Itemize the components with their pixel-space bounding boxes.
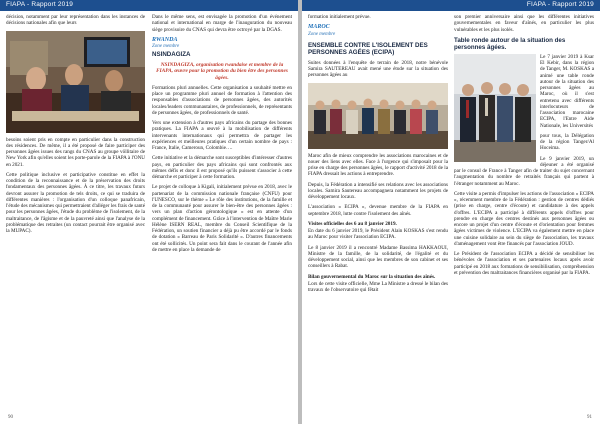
right-page-header: [302, 0, 600, 11]
right-col1-para9: Lors de cette visite officielle, Mme La Ministre a dressé le bilan des travaux de l'observatoire qui fêtait: [308, 280, 448, 293]
left-page-header: [0, 0, 298, 11]
left-col2-para4: Cette initiative et la démarche sont susceptibles d'intéresser d'autres pays, en particulier des pays africains qui sont confrontés aux mêmes défis et donc il est proposé qu'ils puissent s'associer à cette démarche et participer à cette formation.: [152, 155, 292, 181]
round-table-heading: Table ronde autour de la situation des personnes âgées.: [454, 36, 566, 51]
right-col2-para1: son premier anniversaire ainsi que les différentes initiatives gouvernementales en faveur d'aînés, en particulier les plus vulnérables et les plus isolés.: [454, 14, 594, 33]
right-col2-para6: Le Président de l'association ECIPA a décidé de sensibiliser les bénévoles de l'association et ses partenaires locaux après avoir participé en 2018 aux formations de sensibilisation, compréhension et prévention des maltraitances financières organisé par la FIAPA.: [454, 251, 594, 276]
right-col1-para1: formation initialement prévue.: [308, 14, 371, 20]
ecipa-group-photo: [308, 83, 448, 149]
right-col1-para7: Le 8 janvier 2019 il a rencontré Madame Bassima HAKKAOUI, Ministre de la famille, de la solidarité, de l'égalité et du développement social, ainsi que les membres de son cabinet et ses conseillers à Rabat.: [308, 244, 448, 270]
section-rwanda: RWANDA: [152, 36, 178, 43]
ecipa-heading: ENSEMBLE CONTRE L'ISOLEMENT DES PERSONNES AGÉES (ECIPA): [308, 41, 428, 56]
left-column-2: [152, 14, 292, 414]
meeting-photo: [6, 31, 145, 133]
right-col2-para4: Le 9 janvier 2019, un déjeuner a été organisé par le consul de France à Tanger afin de traiter du sujet concernant l'augmentation du nombre de retraités français qui partent à l'étranger notamment au Maroc.: [454, 155, 594, 187]
right-col2-para5: Cette visite a permis d'impulser les actions de l'association « ECIPA », récemment membre de la Fédération : gestion de centres dédiés (prise en charge, centre d'écoute) et candidature à des appels d'offres. L'ECIPA a participé à différents appels d'offres pour prendre en charge des centres destinés aux personnes âgées ou encore un projet d'un centre d'écoute et d'orientation pour femmes âgées victimes de violence. L'ECIPA va également mettre en place une cuisine solidaire au sein du siège de l'association, les travaux d'aménagement vont être financés par l'association JOUD.: [454, 190, 594, 247]
round-table-photo: [454, 54, 536, 162]
rwanda-zone: Zone membre: [152, 44, 180, 49]
right-col1-para5: L'association « ECIPA », devenue membre de la FIAPA en septembre 2018, lutte contre l'isolement des aînés.: [308, 204, 448, 217]
left-col1-para2: besoins soient pris en compte en particulier dans la construction des résidences. De même, il a été proposé de faire participer des personnes âgées issues des rangs du CNAS au groupe völlitaire de New York afin qu'elles soient les porte-parole de la FIAPA à l'ONU en 2021.: [6, 136, 145, 168]
nsindagiza-caption: NSINDAGIZA, organisation rwandaise et membre de la FIAPA, œuvre pour la promotion du bien être des personnes âgées.: [156, 62, 288, 81]
org-nsindagiza: NSINDAGIZA: [152, 51, 191, 59]
right-column-1: [308, 14, 448, 414]
left-col1-para3: Cette politique inclusive et participative constitue en effet la condition de la reconnaissance et de la préservation des droits fondamentaux des personnes âgées. À ce titre, les travaux futurs devront assurer la promotion de tels droits, ce qui se traduira de différentes manières : l'organisation d'un colloque panafricain, l'étude des mécanismes qui permettraient d'alléger les frais de santé pour les personnes âgées, l'étude du problème de l'isolement, de la maltraitance, de l'âgisme et de la pauvreté ainsi que l'analyse de la problématique des retraites (un contact pourrait être organisé avec la MUPAC).: [6, 171, 145, 234]
visits-heading: Visites officielles des 6 au 8 janvier 2019.: [308, 220, 397, 227]
right-header-title: FIAPA - Rapport 2019: [526, 1, 594, 8]
ecipa-group-photo-image: [308, 83, 448, 149]
section-maroc: MAROC: [308, 24, 330, 31]
left-col2-para3: Vers une extension à d'autres pays africains du partage des bonnes pratiques. La FIAPA a œuvré à la mobilisation de différents intervenants internationaux qui permettra de partager les expériences et meilleures pratiques d'un certain nombre de pays : France, Italie, Cameroun, Colombie….: [152, 120, 292, 152]
right-col1-para4: Depuis, la Fédération a intensifié ses relations avec les associations locales. Samira Sautereau accompagnera notamment les projets de développement locaux.: [308, 181, 448, 200]
maroc-zone: Zone membre: [308, 31, 336, 37]
right-col1-para6: En date du 6 janvier 2019, le Président Alain KOSKAS s'est rendu au Maroc pour visiter l'association ECIPA.: [308, 228, 448, 241]
meeting-photo-image: [6, 31, 145, 133]
left-column-1: [6, 14, 145, 414]
right-col1-para2: Suites données à l'enquête de terrain de 2018, notre bénévole Samira SAUTEREAU avait mené une étude sur la situation des personnes âgées au: [308, 59, 448, 79]
left-col2-para2: Formations pluri annuelles. Cette organisation a souhaité mettre en place un programme pluri annuel de formation à l'attention des responsables d'associations de personnes âgées, des autorités locales/leaders communautaires, de professionnels, de représentants de personnes âgées, de professionnels de santé.: [152, 84, 292, 116]
right-col2-para3: pour tous, la Délégation de la région Tanger/Al Hoceima.: [540, 132, 594, 152]
bilan-heading: Bilan gouvernemental du Maroc sur la situation des aînés.: [308, 273, 436, 280]
left-header-title: FIAPA - Rapport 2019: [6, 1, 74, 8]
right-column-2: [454, 14, 594, 414]
left-col1-para1: décision, notamment par leur représentation dans les instances de décisions nationales afin que leurs: [6, 14, 145, 27]
right-page-number: 91: [587, 415, 592, 420]
right-col1-para3: Maroc afin de mieux comprendre les associations marocaines et de nouer des liens avec elles. Face à l'urgence qui s'imposait pour la prise en charge des personnes âgées, le rapport d'activité 2018 de la FIAPA dressait les actions à entreprendre.: [308, 152, 448, 178]
right-page: [302, 0, 600, 424]
round-table-photo-image: [454, 54, 536, 162]
left-page: [0, 0, 298, 424]
left-col2-para5: Le projet de colloque à Kigali, initialement prévue en 2018, avec le partenariat de la commission nationale française (CNFU) pour l'UNESCO, sur le thème « Le rôle des institutions, de la famille et de la communauté pour assurer le bien-être des personnes âgées : vers un plan d'action gérontologique » est en attente d'un complément de financement. Grâce à l'intervention de Maître Marie Hélène ISERN REAL, membre du Conseil Scientifique de la Fédération, un soutien financier a déjà pu être accordé par le fonds de dotation « Barreau de Paris Solidarité ». D'autres financements ont été sollicités. Un point sera fait dans le courant de l'année afin de mettre en place la demande de: [152, 184, 292, 253]
right-col2-para2: Le 7 janvier 2019 à Ksar El Kebir, dans la région de Tanger, M. KOSKAS a animé une table ronde autour de la situation des personnes âgées au Maroc, où il s'est entretenu avec différents interlocuteurs de l'association marocaine ECIPA, l'Entre Aide Nationale, les Universités: [540, 53, 594, 129]
left-page-number: 90: [8, 415, 13, 420]
left-col2-para1: Dans le même sens, est envisagée la promotion d'un événement national et international en marge de l'inauguration du nouveau siège provisoire du CNAS qui devra être octroyé par la DGAS.: [152, 14, 292, 33]
